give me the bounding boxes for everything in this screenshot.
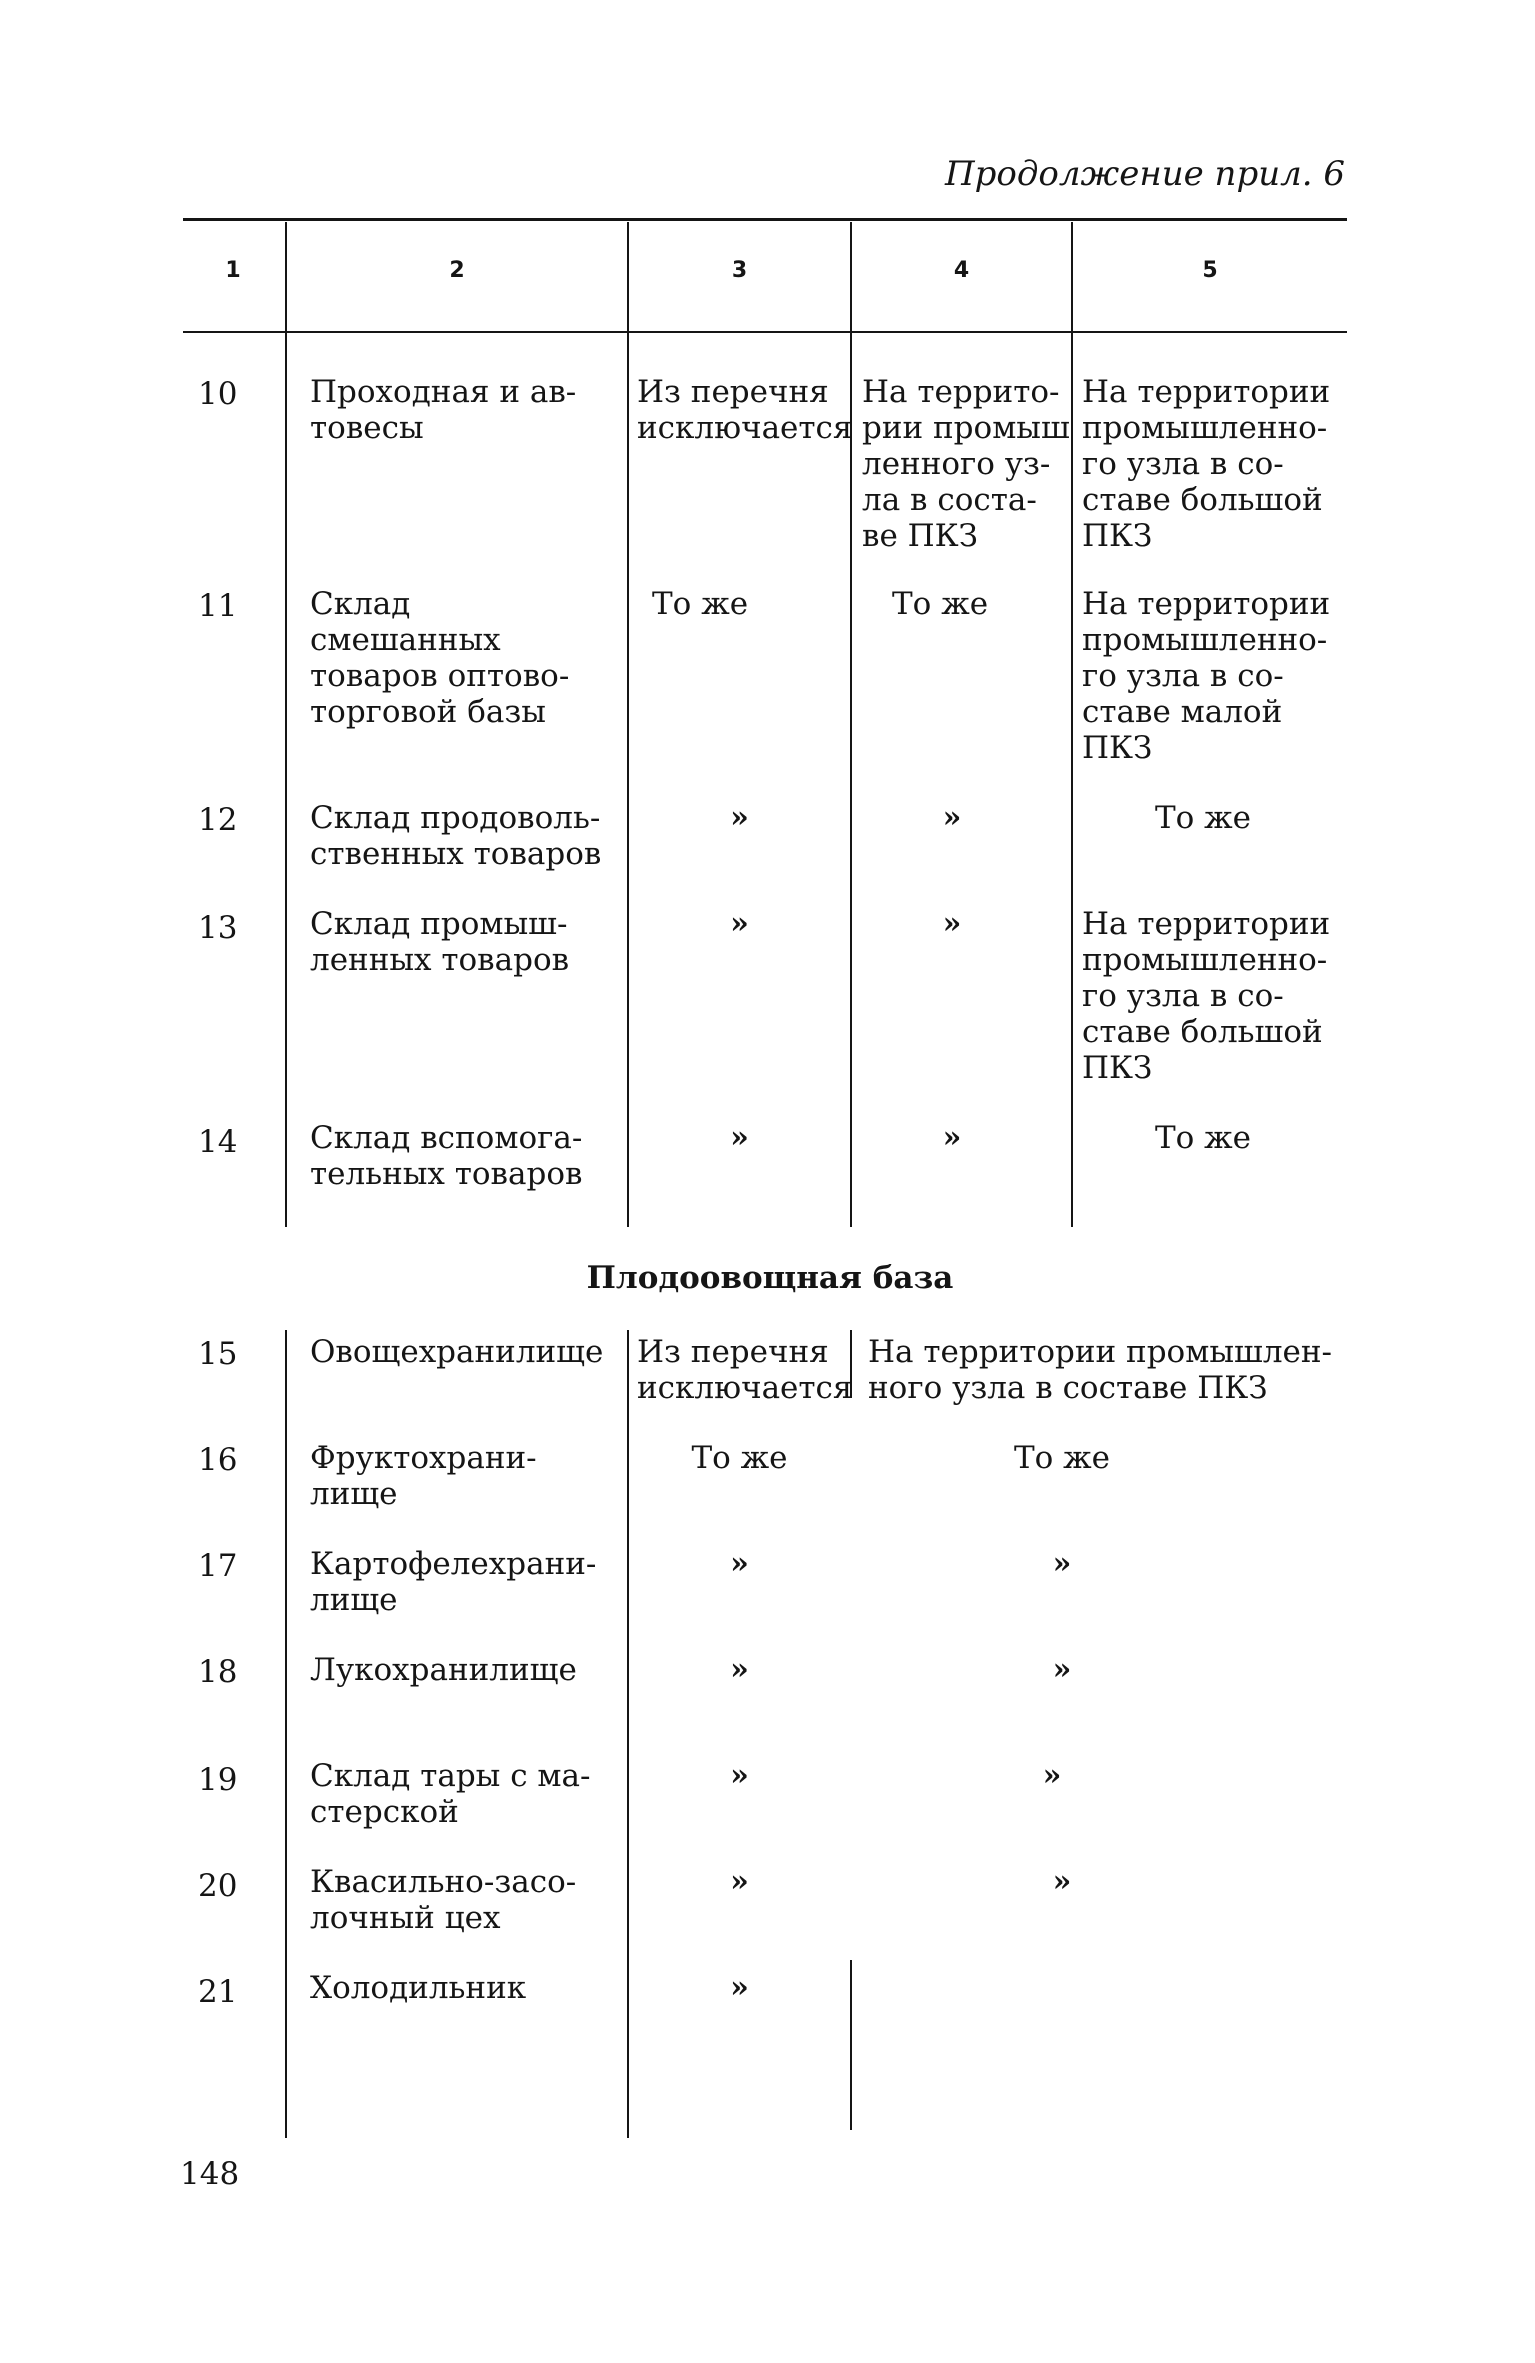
col-num-3: 3 xyxy=(731,258,748,283)
header-bottom-rule xyxy=(183,331,1347,333)
item-name: Проходная и ав- товесы xyxy=(310,374,577,446)
col-divider-1-lower xyxy=(285,1330,287,2138)
ditto-mark: » xyxy=(730,800,749,835)
row-number: 12 xyxy=(198,802,238,838)
item-name: Склад смешанных товаров оптово- торговой базы xyxy=(310,586,570,730)
col-num-2: 2 xyxy=(449,258,465,283)
item-name: Лукохранилище xyxy=(310,1652,577,1688)
ditto-mark: » xyxy=(730,1970,749,2005)
col3-value: То же xyxy=(691,1440,788,1476)
col3-value: То же xyxy=(652,586,749,622)
continuation-header: Продолжение прил. 6 xyxy=(945,154,1345,194)
ditto-mark: » xyxy=(1042,1758,1062,1793)
col45-value: На территории промышлен- ного узла в составе ПКЗ xyxy=(868,1334,1333,1406)
row-number: 16 xyxy=(198,1442,238,1478)
row-number: 20 xyxy=(198,1868,238,1904)
item-name: Фруктохрани- лище xyxy=(310,1440,537,1512)
col3-value: Из перечня исключается xyxy=(637,1334,853,1406)
item-name: Склад тары с ма- стерской xyxy=(310,1758,591,1830)
page-number: 148 xyxy=(180,2156,240,2192)
ditto-mark: » xyxy=(730,1546,749,1581)
ditto-mark: » xyxy=(1052,1864,1072,1899)
col4-value: То же xyxy=(892,586,989,622)
item-name: Картофелехрани- лище xyxy=(310,1546,597,1618)
col-num-4: 4 xyxy=(953,258,970,283)
ditto-mark: » xyxy=(942,1120,962,1155)
ditto-mark: » xyxy=(942,906,962,941)
row-number: 13 xyxy=(198,910,238,946)
row-number: 21 xyxy=(198,1974,238,2010)
ditto-mark: » xyxy=(730,906,749,941)
row-number: 11 xyxy=(198,588,238,624)
item-name: Квасильно-засо- лочный цех xyxy=(310,1864,577,1936)
col-divider-3 xyxy=(850,222,852,1227)
col45-value: То же xyxy=(1013,1440,1111,1476)
item-name: Склад вспомога- тельных товаров xyxy=(310,1120,583,1192)
col-num-5: 5 xyxy=(1202,258,1218,283)
col3-value: Из перечня исключается xyxy=(637,374,853,446)
col5-value: На территории промышленно- го узла в со- ставе большой ПКЗ xyxy=(1082,906,1331,1086)
col-divider-2 xyxy=(627,222,629,1227)
item-name: Склад промыш- ленных товаров xyxy=(310,906,570,978)
row-number: 19 xyxy=(198,1762,238,1798)
section-title: Плодоовощная база xyxy=(586,1260,954,1296)
col-divider-3-bottom xyxy=(850,1960,852,2130)
item-name: Склад продоволь- ственных товаров xyxy=(310,800,602,872)
ditto-mark: » xyxy=(1052,1652,1072,1687)
item-name: Холодильник xyxy=(310,1970,527,2006)
col-divider-4 xyxy=(1071,222,1073,1227)
item-name: Овощехранилище xyxy=(310,1334,604,1370)
row-number: 10 xyxy=(198,376,238,412)
ditto-mark: » xyxy=(730,1758,749,1793)
col5-value: То же xyxy=(1154,800,1252,836)
ditto-mark: » xyxy=(942,800,962,835)
row-number: 18 xyxy=(198,1654,238,1690)
col-num-1: 1 xyxy=(225,258,241,283)
ditto-mark: » xyxy=(730,1120,749,1155)
row-number: 17 xyxy=(198,1548,238,1584)
ditto-mark: » xyxy=(730,1864,749,1899)
col5-value: На территории промышленно- го узла в со- ставе большой ПКЗ xyxy=(1082,374,1331,554)
ditto-mark: » xyxy=(1052,1546,1072,1581)
row-number: 15 xyxy=(198,1336,238,1372)
col-divider-1 xyxy=(285,222,287,1227)
table-top-rule xyxy=(183,218,1347,221)
col4-value: На террито- рии промыш ленного уз- ла в соста- ве ПКЗ xyxy=(862,374,1070,554)
col5-value: На территории промышленно- го узла в со- ставе малой ПКЗ xyxy=(1082,586,1331,766)
ditto-mark: » xyxy=(730,1652,749,1687)
row-number: 14 xyxy=(198,1124,238,1160)
col5-value: То же xyxy=(1154,1120,1252,1156)
